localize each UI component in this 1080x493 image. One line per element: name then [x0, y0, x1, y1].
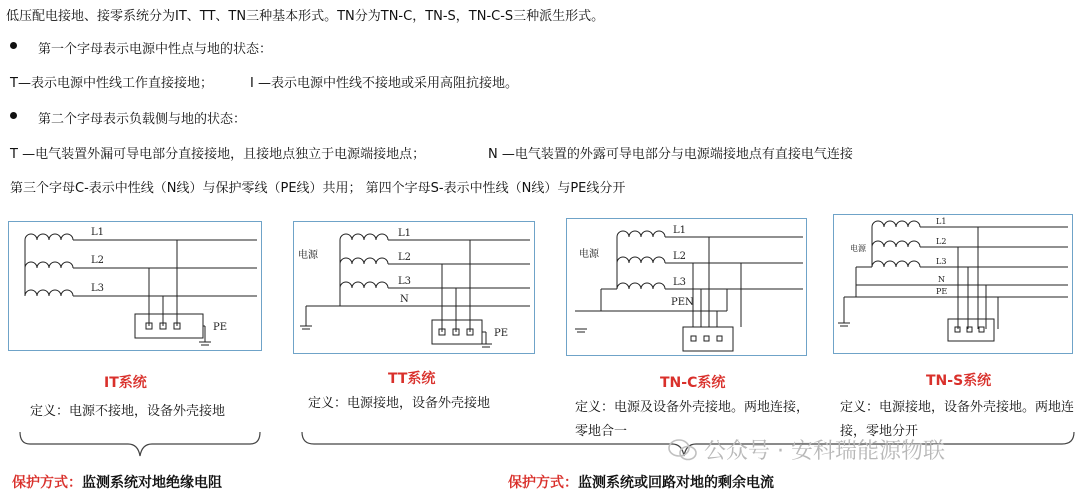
label-l3: L3: [91, 283, 105, 294]
tn-c-system-definition: 定义：电源及设备外壳接地。两地连接，零地合一: [575, 400, 810, 439]
tn-c-system-diagram: [566, 218, 807, 356]
label-pen: PEN: [671, 297, 694, 308]
tn-s-system-title: TN-S系统: [926, 373, 992, 389]
label-source: 电源: [850, 244, 866, 253]
label-pe: PE: [213, 322, 228, 333]
tt-system-diagram: [293, 221, 535, 354]
label-l3: L3: [673, 277, 687, 288]
tt-system-title: TT系统: [388, 371, 436, 387]
it-brace: [18, 430, 262, 460]
label-n: N: [938, 275, 945, 284]
t-definition: T—表示电源中性线工作直接接地；: [10, 76, 213, 91]
protection-value: 监测系统或回路对地的剩余电流: [578, 475, 774, 491]
label-n: N: [400, 294, 409, 305]
intro-line: 低压配电接地、接零系统分为IT、TT、TN三种基本形式。TN分为TN-C，TN-S，TN-C-S三种派生形式。: [6, 9, 605, 24]
label-l1: L1: [91, 227, 105, 238]
label-l2: L2: [936, 237, 947, 246]
it-system-diagram: [8, 221, 262, 351]
bullet-dot: [10, 42, 17, 49]
bullet-dot: [10, 112, 17, 119]
tn-s-system-definition: 定义：电源接地，设备外壳接地。两地连接，零地分开: [840, 400, 1075, 439]
wechat-icon: [668, 438, 698, 462]
it-system-title: IT系统: [104, 375, 147, 391]
tt-tn-protection: [508, 472, 774, 492]
second-letter-heading: 第二个字母表示负载侧与地的状态：: [38, 112, 247, 127]
label-source: 电源: [579, 249, 599, 260]
it-system-definition: 定义：电源不接地，设备外壳接地: [30, 404, 226, 419]
label-l1: L1: [398, 228, 412, 239]
label-l3: L3: [936, 257, 947, 266]
protection-key: 保护方式：: [12, 475, 82, 491]
label-l2: L2: [91, 255, 105, 266]
protection-key: 保护方式：: [508, 475, 578, 491]
t-load-definition: T —电气装置外漏可导电部分直接接地，且接地点独立于电源端接地点；: [10, 147, 426, 162]
third-fourth-letter-line: 第三个字母C-表示中性线（N线）与保护零线（PE线）共用； 第四个字母S-表示中性线（N线）与PE线分开: [10, 181, 626, 196]
tn-c-system-title: TN-C系统: [660, 375, 726, 391]
wechat-watermark: [668, 434, 945, 465]
tn-s-system-diagram: [833, 214, 1073, 354]
tt-system-definition: 定义：电源接地，设备外壳接地: [308, 396, 491, 411]
watermark-text: 公众号 · 安科瑞能源物联: [704, 439, 945, 464]
n-load-definition: N —电气装置的外露可导电部分与电源端接地点有直接电气连接: [488, 147, 853, 162]
protection-value: 监测系统对地绝缘电阻: [82, 475, 222, 491]
first-letter-heading: 第一个字母表示电源中性点与地的状态：: [38, 42, 273, 57]
i-definition: I —表示电源中性线不接地或采用高阻抗接地。: [250, 76, 518, 91]
it-protection: [12, 472, 222, 492]
label-pe: PE: [494, 328, 509, 339]
label-l2: L2: [673, 251, 687, 262]
label-l1: L1: [673, 225, 687, 236]
label-l1: L1: [936, 217, 947, 226]
label-l2: L2: [398, 252, 412, 263]
label-pe: PE: [936, 287, 948, 296]
label-source: 电源: [298, 250, 318, 261]
label-l3: L3: [398, 276, 412, 287]
